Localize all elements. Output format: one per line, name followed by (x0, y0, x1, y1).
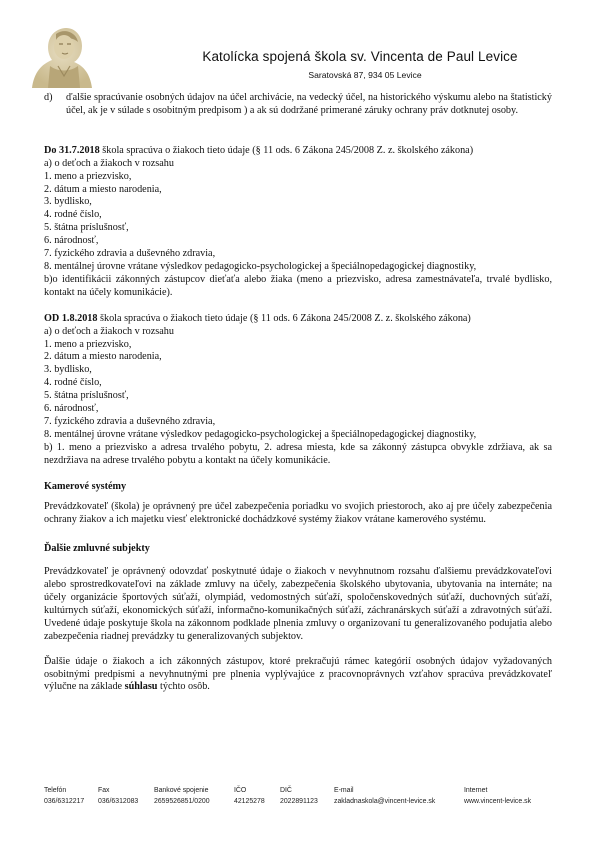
footer-value: 2022891123 (280, 798, 318, 805)
list-text: ďalšie spracúvanie osobných údajov na účel archivácie, na vedecký účel, na historického výskumu alebo na štatistický účel, ak je v súlade s osobitným predpisom ) a ak sú dodržané primerané záruky ochrany práv dotknutej osoby. (66, 92, 552, 116)
contracts-text: Prevádzkovateľ je oprávnený odovzdať poskytnuté údaje o žiakoch v nevyhnutnom rozsahu ďalšiemu prevádzkovateľovi alebo sprostredkovateľovi na základe zmluvy na účely, zabezpečenia školského ubytovania, ubytovania na internáte; na účely organizácie športových súťaží, olympiád, vedomostných súťaží, spoločenskovedných súťaží, duchovných súťaží, kultúrnych súťaží, ekonomických súťaží, informačno-komunikačných súťaží, záchranárskych súťaží a zdravotných súťaží. Uvedené údaje poskytuje škola na zákonnom podklade plnenia zmluvy o organizovaní tu generalizovaného podujatia alebo zabezpečenia riadnej prevádzky tu generalizovaných subjektov. (44, 566, 552, 642)
footer-label: Telefón (44, 787, 67, 794)
list-letter: d) (44, 92, 53, 103)
footer-phone (44, 785, 84, 807)
portrait-logo-icon (28, 22, 96, 88)
letterhead (0, 0, 596, 88)
footer-internet (464, 785, 531, 807)
before-intro (44, 145, 552, 158)
footer-value: 036/6312217 (44, 798, 85, 805)
after-line: 8. mentálnej úrovne vrátane výsledkov pedagogicko-psychologickej a špeciálnopedagogickej diagnostiky, (44, 428, 477, 440)
school-name: Katolícka spojená škola sv. Vincenta de Paul Levice (202, 49, 518, 64)
before-line: 1. meno a priezvisko, (44, 170, 132, 182)
footer-label: DIČ (280, 787, 292, 794)
footer-label: E-mail (334, 787, 354, 794)
before-line: 7. fyzického zdravia a duševného zdravia, (44, 248, 216, 260)
after-last: b) 1. meno a priezvisko a adresa trvalého pobytu, 2. adresa miesta, kde sa zákonný zástupca obvykle zdržiava, ak sa nezdržiava na adrese trvalého pobytu a kontakt na účely komunikácie. (44, 441, 552, 466)
footer-value: 2659526851/0200 (154, 798, 210, 805)
consent-bold: súhlasu (124, 681, 158, 693)
cameras-text: Prevádzkovateľ (škola) je oprávnený pre účel zabezpečenia poriadku vo svojich priestoroch, ako aj pre účely zabezpečenia ochrany žiakov a ich majetku viesť elektronické dochádzkové systémy žiakov vrátane kamerového systému. (44, 501, 552, 526)
footer-value: www.vincent-levice.sk (464, 798, 532, 805)
before-line: 5. štátna príslušnosť, (44, 222, 129, 234)
footer-dic (280, 785, 318, 807)
after-section (44, 313, 552, 468)
after-line: 7. fyzického zdravia a duševného zdravia, (44, 415, 216, 427)
before-line: 8. mentálnej úrovne vrátane výsledkov pedagogicko-psychologickej a špeciálnopedagogickej diagnostiky, (44, 260, 477, 272)
before-line: 6. národnosť, (44, 235, 99, 247)
document-body (44, 92, 552, 706)
consent-text-start: Ďalšie údaje o žiakoch a ich zákonných zástupov, ktoré prekračujú rámec kategórií osobných údajov vyžadovaných osobitnými predpismi a nevyhnutnými pre plnenia vyplývajúce z pracovnoprávnych vzťahov spracúva prevádzkovateľ výlučne na základe (44, 655, 552, 693)
after-line: 3. bydlisko, (44, 364, 92, 376)
before-last: b)o identifikácii zákonných zástupcov dieťaťa alebo žiaka (meno a priezvisko, adresa zamestnávateľa, trvalé bydlisko, kontakt na účely komunikácie). (44, 273, 552, 298)
footer-label: Bankové spojenie (154, 787, 209, 794)
before-line: a) o deťoch a žiakoch v rozsahu (44, 157, 174, 169)
footer-value: 42125278 (234, 798, 265, 805)
after-line: 4. rodné číslo, (44, 377, 102, 389)
footer-value: 036/6312083 (98, 798, 139, 805)
before-line: 3. bydlisko, (44, 196, 92, 208)
footer-label: IČO (234, 787, 247, 794)
footer-label: Fax (98, 787, 110, 794)
footer-value: zakladnaskola@vincent-levice.sk (334, 798, 436, 805)
section-title-cameras: Kamerové systémy (44, 480, 127, 492)
after-intro (44, 313, 552, 326)
before-date: Do 31.7.2018 (44, 144, 100, 156)
before-line: 4. rodné číslo, (44, 209, 102, 221)
section-title-contracts: Ďalšie zmluvné subjekty (44, 543, 150, 555)
footer-ico (234, 785, 265, 807)
consent-text (44, 656, 552, 695)
after-line: 2. dátum a miesto narodenia, (44, 351, 162, 363)
school-address: Saratovská 87, 934 05 Levice (308, 70, 422, 80)
after-line: a) o deťoch a žiakoch v rozsahu (44, 325, 174, 337)
consent-text-end: týchto osôb. (157, 681, 210, 693)
footer-label: Internet (464, 787, 488, 794)
before-line: 2. dátum a miesto narodenia, (44, 183, 162, 195)
after-date: OD 1.8.2018 (44, 312, 98, 324)
after-line: 1. meno a priezvisko, (44, 338, 132, 350)
before-intro-text: škola spracúva o žiakoch tieto údaje (§ 11 ods. 6 Zákona 245/2008 Z. z. školského zákona) (99, 144, 474, 156)
footer-fax (98, 785, 138, 807)
after-intro-text: škola spracúva o žiakoch tieto údaje (§ 11 ods. 6 Zákona 245/2008 Z. z. školského zákona) (97, 312, 471, 324)
footer-email (334, 785, 435, 807)
list-item-d (44, 92, 552, 118)
after-line: 6. národnosť, (44, 403, 99, 415)
before-section (44, 145, 552, 300)
after-line: 5. štátna príslušnosť, (44, 390, 129, 402)
footer-bank (154, 785, 210, 807)
